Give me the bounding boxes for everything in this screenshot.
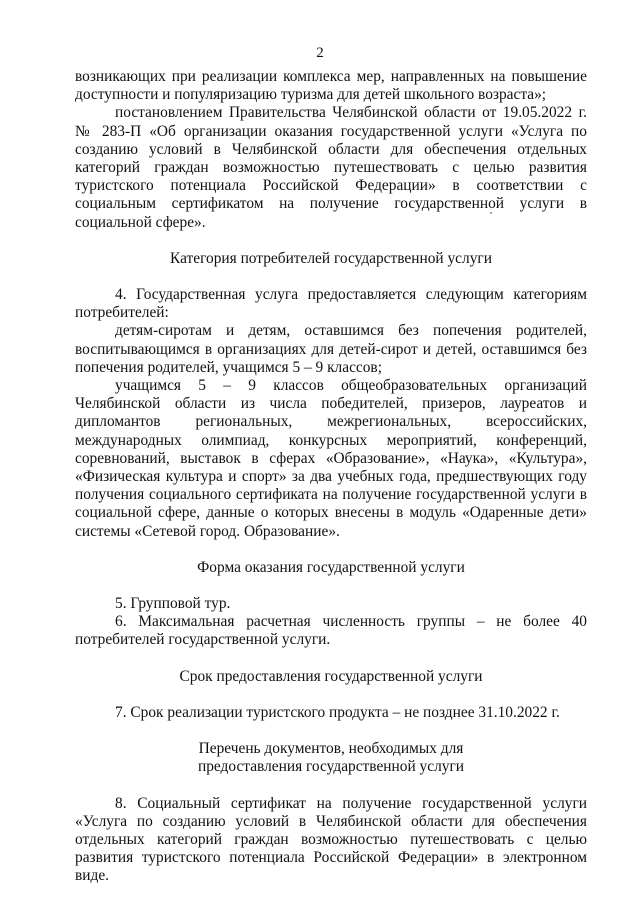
section-heading-term: Срок предоставления государственной услуги: [179, 667, 483, 685]
document-body: [75, 68, 587, 886]
paragraph-resolution: постановлением Правительства Челябинской области от 19.05.2022 г. № 283-П «Об организации оказания государственной услуги «Услуга по созданию условий в Челябинской области для обеспечения отдельных категорий граждан возможностью путешествовать с целью развития туристского потенциала Российской Федерации» в соответствии с социальным сертификатом на получение государственной услуги в социальной сфере».: [75, 104, 587, 231]
section-heading-consumers: Категория потребителей государственной услуги: [170, 249, 492, 267]
paragraph-orphans: детям-сиротам и детям, оставшимся без попечения родителей, воспитывающимся в организациях для детей-сирот и детей, оставшимся без попечения родителей, учащимся 5 – 9 классов;: [75, 322, 587, 376]
paragraph-item-4: 4. Государственная услуга предоставляется следующим категориям потребителей:: [75, 286, 587, 322]
page-number: 2: [316, 45, 324, 61]
paragraph-item-7: 7. Срок реализации туристского продукта – не позднее 31.10.2022 г.: [115, 703, 560, 721]
paragraph-continuation: возникающих при реализации комплекса мер, направленных на повышение доступности и популяризацию туризма для детей школьного возраста»;: [75, 68, 587, 104]
section-heading-form: Форма оказания государственной услуги: [197, 558, 465, 576]
paragraph-students: учащимся 5 – 9 классов общеобразовательных организаций Челябинской области из числа победителей, призеров, лауреатов и дипломантов региональных, межрегиональных, всероссийских, международных олимпиад, конкурсных мероприятий, конференций, соревнований, выставок в сферах «Образование», «Наука», «Культура», «Физическая культура и спорт» за два учебных года, предшествующих году получения социального сертификата на получение государственной услуги в социальной сфере, данные о которых внесены в модуль «Одаренные дети» системы «Сетевой город. Образование».: [75, 377, 587, 540]
paragraph-item-6: 6. Максимальная расчетная численность группы – не более 40 потребителей государственной услуги.: [75, 613, 587, 649]
paragraph-item-8: 8. Социальный сертификат на получение государственной услуги «Услуга по созданию условий в Челябинской области для обеспечения отдельных категорий граждан возможностью путешествовать с целью развития туристского потенциала Российской Федерации» в электронном виде.: [75, 794, 587, 885]
section-heading-documents: Перечень документов, необходимых для предоставления государственной услуги: [197, 740, 464, 776]
paragraph-item-5: 5. Групповой тур.: [115, 595, 231, 613]
